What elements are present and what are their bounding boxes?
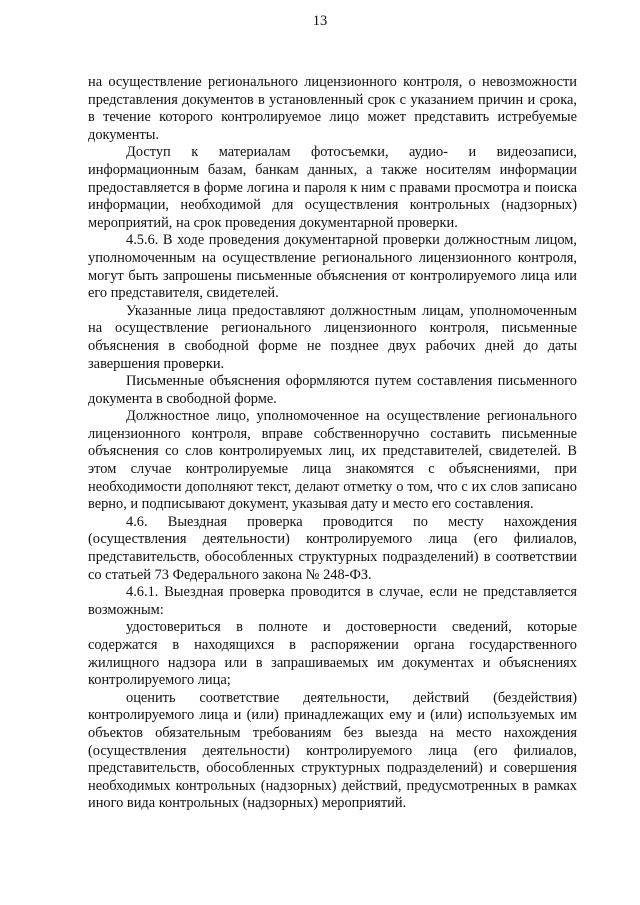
document-body — [88, 74, 577, 813]
paragraph-4-5-6: 4.5.6. В ходе проведения документарной проверки должностным лицом, уполномоченным на осуществление регионального лицензионного контроля, могут быть запрошены письменные объяснения от контролируемого лица или его представителя, свидетелей. — [88, 232, 577, 302]
paragraph-4-6-1: 4.6.1. Выездная проверка проводится в случае, если не представляется возможным: — [88, 584, 577, 618]
paragraph-4-6: 4.6. Выездная проверка проводится по месту нахождения (осуществления деятельности) контролируемого лица (его филиалов, представительств, обособленных структурных подразделений) в соответствии со статьей 73 Федерального закона № 248-ФЗ. — [88, 513, 577, 583]
paragraph-continuation: на осуществление регионального лицензионного контроля, о невозможности представления документов в установленный срок с указанием причин и срока, в течение которого контролируемое лицо может представить истребуемые документы. — [88, 74, 577, 143]
paragraph-official-writes: Должностное лицо, уполномоченное на осуществление регионального лицензионного контроля, вправе собственноручно составить письменные объяснения со слов контролируемых лиц, их представителей, свидетелей. В этом случае контролируемые лица знакомятся с объяснениями, при необходимости дополняют текст, делают отметку о том, что с их слов записано верно, и подписывают документ, указывая дату и место его составления. — [88, 408, 577, 513]
paragraph-access-materials: Доступ к материалам фотосъемки, аудио- и видеозаписи, информационным базам, банкам данных, а также носителям информации предоставляется в форме логина и пароля к ним с правами просмотра и поиска информации, необходимой для осуществления контрольных (надзорных) мероприятий, на срок проведения документарной проверки. — [88, 144, 577, 231]
paragraph-assess-compliance: оценить соответствие деятельности, действий (бездействия) контролируемого лица и (или) принадлежащих ему и (или) используемых им объектов обязательным требованиям без выезда на место нахождения (осуществления деятельности) контролируемого лица (его филиалов, представительств, обособленных структурных подразделений) и совершения необходимых контрольных (надзорных) действий, предусмотренных в рамках иного вида контрольных (надзорных) мероприятий. — [88, 689, 577, 812]
paragraph-verify-completeness: удостовериться в полноте и достоверности сведений, которые содержатся в находящихся в распоряжении органа государственного жилищного надзора или в запрашиваемых им документах и объяснениях контролируемого лица; — [88, 619, 577, 689]
paragraph-explanations-deadline: Указанные лица предоставляют должностным лицам, уполномоченным на осуществление регионального лицензионного контроля, письменные объяснения в свободной форме не позднее двух рабочих дней до даты завершения проверки. — [88, 302, 577, 372]
paragraph-explanations-form: Письменные объяснения оформляются путем составления письменного документа в свободной форме. — [88, 373, 577, 407]
page-number: 13 — [312, 13, 328, 29]
